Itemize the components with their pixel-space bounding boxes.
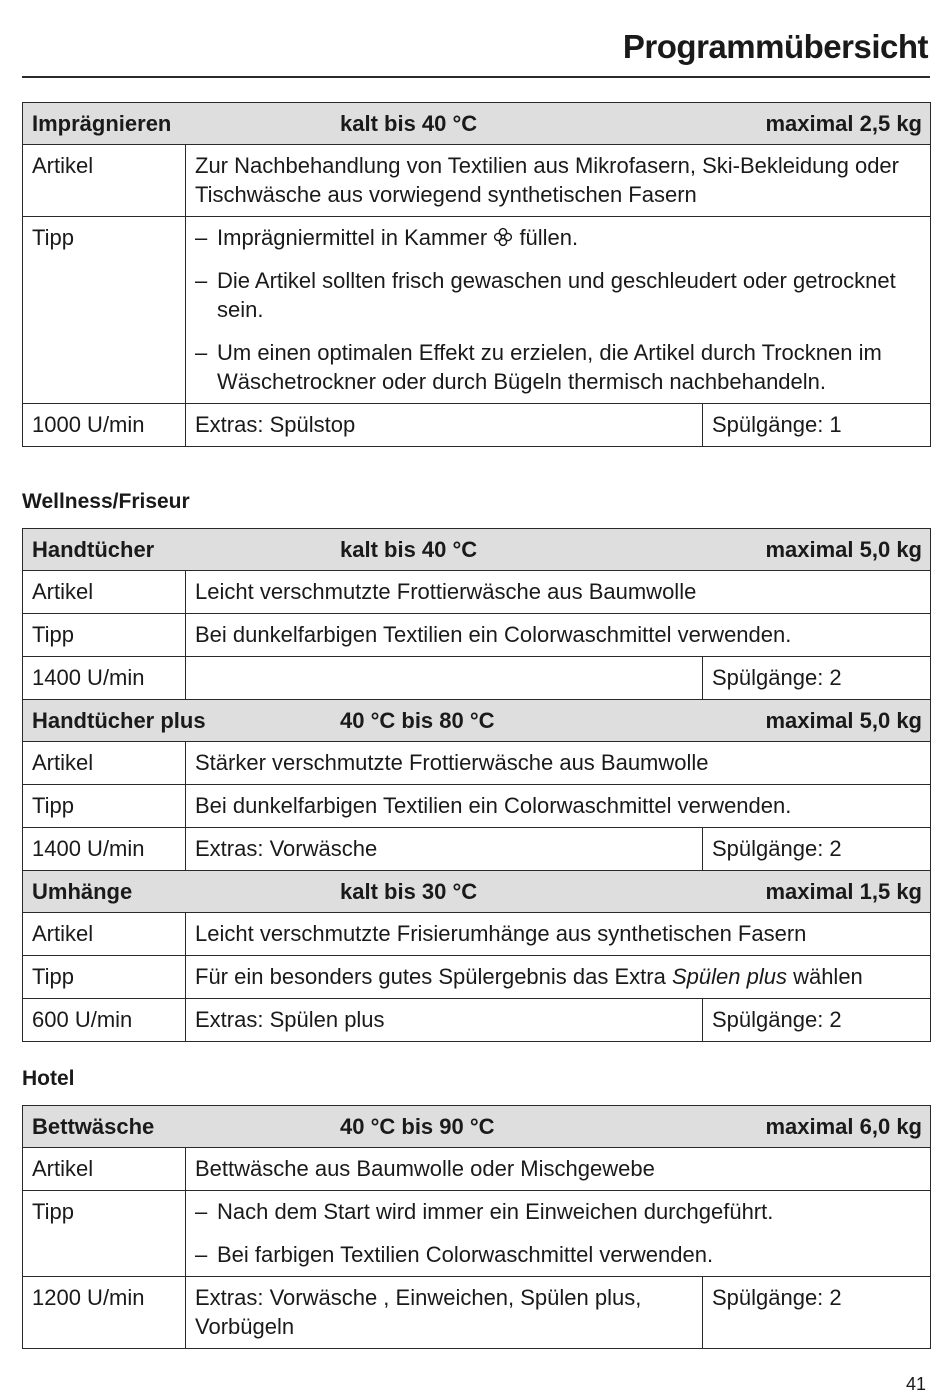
program-name: Imprägnieren — [32, 111, 172, 136]
spin-speed: 1000 U/min — [23, 404, 186, 447]
list-item: – Um einen optimalen Effekt zu erzielen, die Artikel durch Trocknen im Wäschetrockner oder durch Bügeln thermisch nachbehandeln. — [195, 338, 922, 396]
list-item: – Die Artikel sollten frisch gewaschen und geschleudert oder getrocknet sein. — [195, 266, 922, 324]
table-row — [23, 145, 931, 217]
artikel-text: Zur Nachbehandlung von Textilien aus Mikrofasern, Ski-Bekleidung oder Tischwäsche aus vorwiegend synthetischen Fasern — [186, 145, 931, 217]
extras: Extras: Spülen plus — [186, 999, 703, 1042]
flower-icon — [493, 227, 513, 247]
program-table-impraegnieren — [22, 102, 931, 447]
program-header-row — [23, 871, 931, 913]
page-title: Programmübersicht — [622, 28, 928, 65]
spin-speed: 1400 U/min — [23, 828, 186, 871]
row-label: Artikel — [23, 145, 186, 217]
row-label: Artikel — [23, 571, 186, 614]
spin-speed: 600 U/min — [23, 999, 186, 1042]
program-temperature: kalt bis 40 °C — [340, 537, 478, 562]
section-heading-hotel: Hotel — [22, 1067, 75, 1090]
program-temperature: 40 °C bis 80 °C — [340, 708, 495, 733]
tipp-cell — [186, 217, 931, 404]
extras: Extras: Spülstop — [186, 404, 703, 447]
program-name: Handtücher plus — [32, 708, 206, 733]
program-table-wellness — [22, 528, 931, 1042]
table-row — [23, 1277, 931, 1349]
table-row — [23, 828, 931, 871]
program-header-row — [23, 529, 931, 571]
table-row — [23, 657, 931, 700]
tip-text: Imprägniermittel in Kammer — [217, 225, 488, 250]
table-row — [23, 785, 931, 828]
extras: Extras: Vorwäsche , Einweichen, Spülen plus, Vorbügeln — [186, 1277, 703, 1349]
program-temperature: 40 °C bis 90 °C — [340, 1114, 495, 1139]
row-label: Artikel — [23, 742, 186, 785]
program-max-load: maximal 1,5 kg — [765, 879, 922, 904]
tip-list — [195, 223, 922, 396]
program-temperature: kalt bis 30 °C — [340, 879, 478, 904]
extra-name: Spülen plus — [671, 964, 787, 989]
program-max-load: maximal 5,0 kg — [765, 537, 922, 562]
table-row — [23, 1148, 931, 1191]
table-row — [23, 913, 931, 956]
table-row — [23, 999, 931, 1042]
table-row — [23, 956, 931, 999]
section-heading-wellness: Wellness/Friseur — [22, 490, 190, 513]
table-row — [23, 742, 931, 785]
program-name: Handtücher — [32, 537, 155, 562]
row-label: Tipp — [23, 785, 186, 828]
artikel-text: Leicht verschmutzte Frisierumhänge aus synthetischen Fasern — [186, 913, 931, 956]
table-row — [23, 571, 931, 614]
spin-speed: 1400 U/min — [23, 657, 186, 700]
extras — [186, 657, 703, 700]
list-item — [195, 223, 922, 252]
program-header-row — [23, 1106, 931, 1148]
table-row — [23, 404, 931, 447]
page-number: 41 — [905, 1374, 926, 1394]
extras: Extras: Vorwäsche — [186, 828, 703, 871]
rinse-count: Spülgänge: 1 — [702, 404, 930, 447]
program-name: Bettwäsche — [32, 1114, 155, 1139]
rinse-count: Spülgänge: 2 — [702, 1277, 930, 1349]
rinse-count: Spülgänge: 2 — [702, 828, 930, 871]
row-label: Tipp — [23, 1191, 186, 1277]
tip-list — [195, 1197, 922, 1269]
program-max-load: maximal 6,0 kg — [765, 1114, 922, 1139]
tip-text: füllen. — [519, 225, 579, 250]
program-name: Umhänge — [32, 879, 133, 904]
artikel-text: Stärker verschmutzte Frottierwäsche aus Baumwolle — [186, 742, 931, 785]
program-header-row — [23, 700, 931, 742]
table-row — [23, 217, 931, 404]
spin-speed: 1200 U/min — [23, 1277, 186, 1349]
tipp-text: Für ein besonders gutes Spülergebnis das Extra — [195, 964, 666, 989]
table-row — [23, 614, 931, 657]
program-temperature: kalt bis 40 °C — [340, 111, 478, 136]
program-table-hotel — [22, 1105, 931, 1349]
program-header-row — [23, 103, 931, 145]
rinse-count: Spülgänge: 2 — [702, 657, 930, 700]
title-divider — [22, 76, 930, 78]
row-label: Tipp — [23, 956, 186, 999]
program-max-load: maximal 5,0 kg — [765, 708, 922, 733]
row-label: Tipp — [23, 614, 186, 657]
list-item: – Nach dem Start wird immer ein Einweichen durchgeführt. — [195, 1197, 922, 1226]
tipp-cell — [186, 956, 931, 999]
program-max-load: maximal 2,5 kg — [765, 111, 922, 136]
table-row — [23, 1191, 931, 1277]
rinse-count: Spülgänge: 2 — [702, 999, 930, 1042]
row-label: Artikel — [23, 1148, 186, 1191]
row-label: Artikel — [23, 913, 186, 956]
artikel-text: Leicht verschmutzte Frottierwäsche aus Baumwolle — [186, 571, 931, 614]
tipp-cell — [186, 1191, 931, 1277]
tipp-text: wählen — [793, 964, 863, 989]
list-item: – Bei farbigen Textilien Colorwaschmittel verwenden. — [195, 1240, 922, 1269]
tipp-text: Bei dunkelfarbigen Textilien ein Colorwaschmittel verwenden. — [186, 785, 931, 828]
artikel-text: Bettwäsche aus Baumwolle oder Mischgewebe — [186, 1148, 931, 1191]
tipp-text: Bei dunkelfarbigen Textilien ein Colorwaschmittel verwenden. — [186, 614, 931, 657]
row-label: Tipp — [23, 217, 186, 404]
